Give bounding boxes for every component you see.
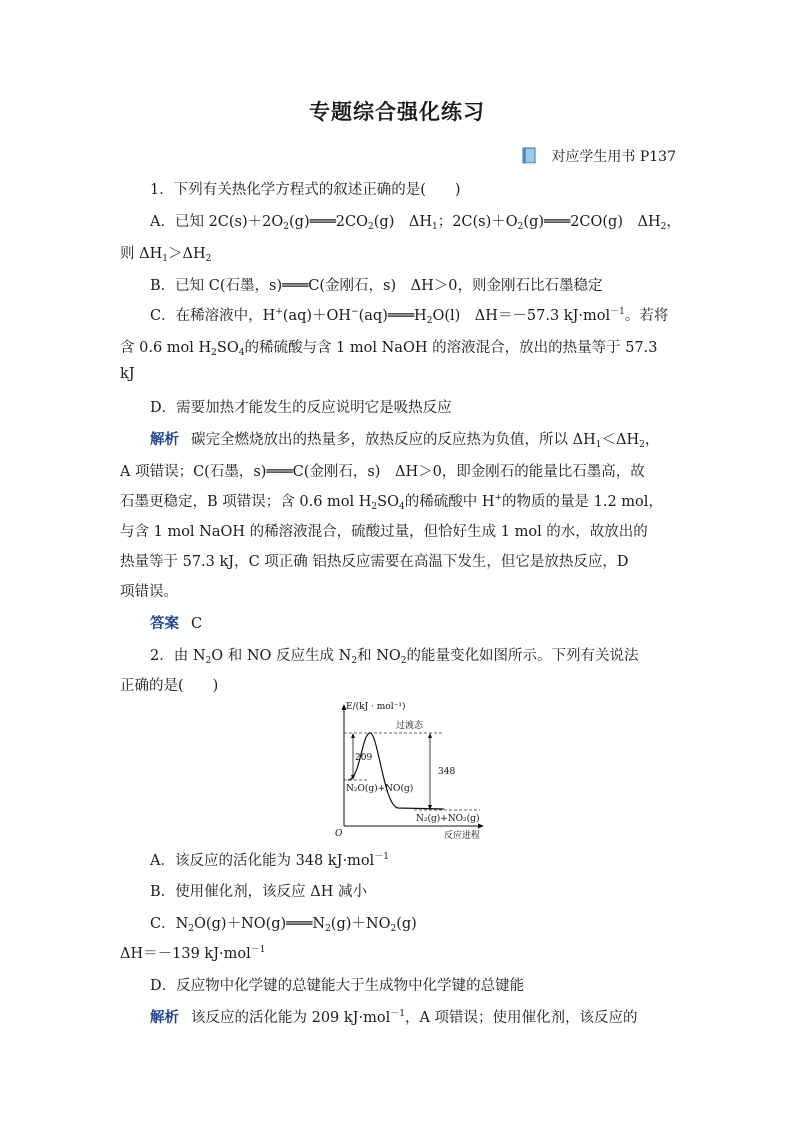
transition-label: 过渡态 bbox=[396, 721, 424, 731]
page-title: 专题综合强化练习 bbox=[309, 100, 485, 124]
analysis-label: 解析 bbox=[150, 432, 179, 448]
q1-analysis-line3: 石墨更稳定，B 项错误；含 0.6 mol $H_2SO_4$的稀硫酸中 H+的物质的量是 1.2 mol， bbox=[120, 493, 663, 512]
q1-answer bbox=[150, 612, 202, 633]
reference-text: 对应学生用书 P137 bbox=[551, 149, 676, 165]
q1-option-c-line1: C．在稀溶液中，$H^+(aq)+OH^-(aq)═══H_2O(l)$ ΔH＝－57.3 kJ·mol$^{-1}$。若将 bbox=[150, 307, 669, 326]
answer-value: C bbox=[191, 616, 203, 632]
q2-option-d: D．反应物中化学键的总键能大于生成物中化学键的总键能 bbox=[150, 978, 525, 994]
book-icon bbox=[521, 147, 537, 165]
x-axis-label: 反应进程 bbox=[444, 831, 481, 840]
q1-option-b: B．已知 C(石墨，s)═══C(金刚石，s) ΔH＞0，则金刚石比石墨稳定 bbox=[150, 278, 603, 294]
activation-label: 209 bbox=[355, 753, 373, 763]
analysis-label: 解析 bbox=[150, 1010, 179, 1026]
q1-analysis-line2: A 项错误；C(石墨，s)═══C(金刚石，s) ΔH＞0，即金刚石的能量比石墨高，故 bbox=[120, 464, 645, 480]
reverse-label: 348 bbox=[438, 767, 456, 777]
q1-option-c-line2: 含 0.6 mol $H_2SO_4$的稀硫酸与含 1 mol NaOH 的溶液混合，放出的热量等于 57.3 bbox=[120, 340, 658, 358]
y-axis-label: E/(kJ · mol⁻¹) bbox=[346, 702, 406, 712]
q1-analysis-line4: 与含 1 mol NaOH 的稀溶液混合，硫酸过量，但恰好生成 1 mol 的水，故放出的 bbox=[120, 524, 648, 540]
reactants-label: N₂O(g)+NO(g) bbox=[346, 784, 414, 794]
answer-label: 答案 bbox=[150, 616, 179, 632]
products-label: N₂(g)+NO₂(g) bbox=[416, 814, 480, 824]
q2-analysis-line1: 解析 该反应的活化能为 209 kJ·mol$^{-1}$，A 项错误；使用催化剂，该反应的 bbox=[150, 1009, 638, 1026]
q2-option-b: B．使用催化剂，该反应 ΔH 减小 bbox=[150, 884, 367, 900]
q2-stem-line2: 正确的是( ) bbox=[120, 678, 219, 694]
origin-label: O bbox=[335, 829, 343, 839]
reference-note bbox=[521, 146, 676, 166]
q2-option-a: A．该反应的活化能为 348 kJ·mol$^{-1}$ bbox=[150, 852, 389, 869]
q1-option-c-line3: kJ bbox=[120, 366, 135, 382]
q1-option-a-line2: 则 $\Delta H_1>\Delta H_2$ bbox=[120, 246, 212, 264]
q2-option-c-line2: ΔH＝－139 kJ·mol$^{-1}$ bbox=[120, 945, 266, 962]
x-axis-arrow bbox=[478, 824, 484, 829]
q2-option-c-line1: C．$N_2O(g)+NO(g)═══N_2(g)+NO_2(g)$ bbox=[150, 916, 417, 934]
q2-stem-line1: 2．由 $N_2O$ 和 NO 反应生成 $N_2$和 $NO_2$的能量变化如图所示。下列有关说法 bbox=[150, 648, 639, 666]
q1-analysis-line6: 项错误。 bbox=[120, 584, 178, 600]
q1-analysis-line1: 解析 碳完全燃烧放出的热量多，放热反应的反应热为负值，所以 $\Delta H_1<\Delta H_2$， bbox=[150, 432, 660, 450]
q1-analysis-line5: 热量等于 57.3 kJ，C 项正确 铝热反应需要在高温下发生，但它是放热反应，D bbox=[120, 554, 629, 570]
energy-diagram bbox=[334, 700, 484, 840]
q1-stem: 1．下列有关热化学方程式的叙述正确的是( ) bbox=[150, 182, 461, 198]
q1-option-d: D．需要加热才能发生的反应说明它是吸热反应 bbox=[150, 400, 452, 416]
q1-option-a-line1: A．已知 $2C(s)+2O_2(g)═══2CO_2(g)$ $\Delta H_1$；$2C(s)+O_2(g)═══2CO(g)$ $\Delta H_2$， bbox=[150, 214, 681, 232]
